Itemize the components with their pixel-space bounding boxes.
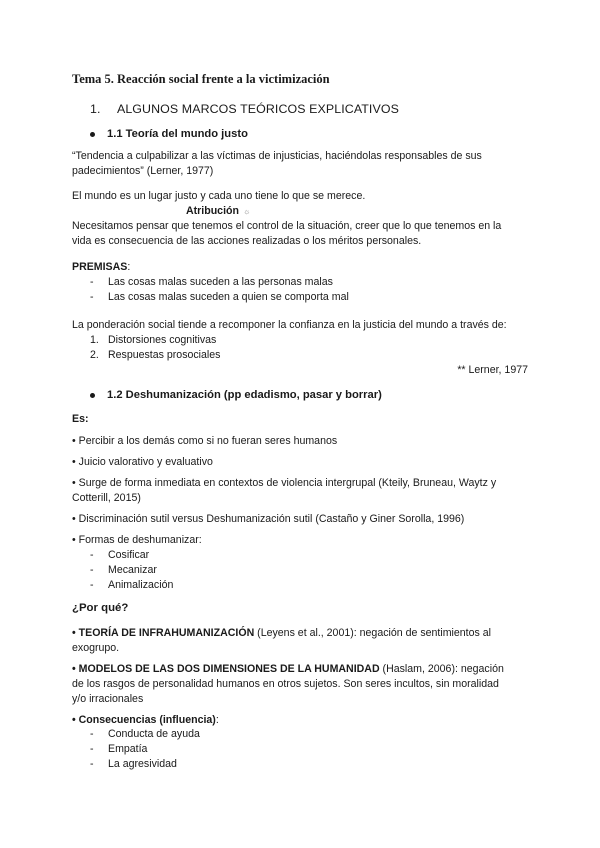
list-text: Distorsiones cognitivas xyxy=(108,334,217,346)
consecuencia-text: Empatía xyxy=(108,743,148,755)
consecuencia-text: La agresividad xyxy=(108,758,177,770)
list-item xyxy=(90,548,149,563)
document-title: Tema 5. Reacción social frente a la victimización xyxy=(72,72,330,86)
quote-line-1: “Tendencia a culpabilizar a las víctimas de injusticias, haciéndolas responsables de sus xyxy=(72,150,482,162)
list-item: • Formas de deshumanizar: xyxy=(72,534,202,546)
paragraph-necesitamos-1: Necesitamos pensar que tenemos el control de la situación, creer que lo que tenemos en la xyxy=(72,220,502,232)
consecuencias-heading xyxy=(72,713,219,728)
atribucion-label xyxy=(186,204,250,219)
porque-heading: ¿Por qué? xyxy=(72,602,129,614)
teoria-line-2: exogrupo. xyxy=(72,642,120,654)
list-item xyxy=(90,333,216,348)
teoria-rest: (Leyens et al., 2001): negación de sentimientos al xyxy=(254,627,491,639)
consecuencias-bold: • Consecuencias (influencia) xyxy=(72,714,216,726)
dash-marker: - xyxy=(90,743,94,755)
paragraph-ponderacion: La ponderación social tiende a recomponer la confianza en la justicia del mundo a través de: xyxy=(72,319,507,331)
list-item: • Surge de forma inmediata en contextos de violencia intergrupal (Kteily, Bruneau, Waytz y xyxy=(72,477,497,489)
list-text: Respuestas prosociales xyxy=(108,349,221,361)
subsection-label: 1.1 Teoría del mundo justo xyxy=(107,128,248,140)
dash-marker: - xyxy=(90,579,94,591)
es-heading: Es: xyxy=(72,413,89,425)
modelos-rest: (Haslam, 2006): negación xyxy=(379,663,504,675)
consecuencia-text: Conducta de ayuda xyxy=(108,728,200,740)
dash-marker: - xyxy=(90,276,94,288)
paragraph-mundo: El mundo es un lugar justo y cada uno tiene lo que se merece. xyxy=(72,190,366,202)
quote-line-2: padecimientos” (Lerner, 1977) xyxy=(72,165,214,177)
paragraph-necesitamos-2: vida es consecuencia de las acciones realizadas o los méritos personales. xyxy=(72,235,422,247)
section-number: 1. xyxy=(90,102,101,116)
atribucion-text: Atribución xyxy=(186,205,239,217)
forma-text: Mecanizar xyxy=(108,564,157,576)
list-item: • Percibir a los demás como si no fueran seres humanos xyxy=(72,435,338,447)
reference-lerner: ** Lerner, 1977 xyxy=(457,364,528,376)
dash-marker: - xyxy=(90,728,94,740)
modelos-line-3: y/o irracionales xyxy=(72,693,144,705)
forma-text: Cosificar xyxy=(108,549,150,561)
list-number: 2. xyxy=(90,349,99,361)
list-number: 1. xyxy=(90,334,99,346)
subsection-label: 1.2 Deshumanización (pp edadismo, pasar y borrar) xyxy=(107,389,382,401)
premisas-colon: : xyxy=(127,261,131,273)
premisa-text: Las cosas malas suceden a quien se comporta mal xyxy=(108,291,349,303)
forma-text: Animalización xyxy=(108,579,174,591)
list-item xyxy=(90,742,147,757)
list-item xyxy=(90,727,200,742)
modelos-line-2: de los rasgos de personalidad humanos en otros sujetos. Son seres incultos, sin moralidad xyxy=(72,678,499,690)
premisa-text: Las cosas malas suceden a las personas malas xyxy=(108,276,333,288)
bullet-dot-icon xyxy=(90,132,95,137)
list-item xyxy=(90,275,333,290)
list-item: • Juicio valorativo y evaluativo xyxy=(72,456,213,468)
dash-marker: - xyxy=(90,549,94,561)
subsection-heading-1-1 xyxy=(90,127,248,142)
section-heading-1 xyxy=(90,102,399,117)
list-item xyxy=(90,290,349,305)
dash-marker: - xyxy=(90,758,94,770)
teoria-bold: • TEORÍA DE INFRAHUMANIZACIÓN xyxy=(72,627,255,639)
list-item xyxy=(90,563,157,578)
subsection-heading-1-2 xyxy=(90,388,382,403)
bullet-dot-icon xyxy=(90,393,95,398)
list-item: • Discriminación sutil versus Deshumanización sutil (Castaño y Giner Sorolla, 1996) xyxy=(72,513,465,525)
teoria-line-1 xyxy=(72,626,491,641)
list-item-continuation: Cotterill, 2015) xyxy=(72,492,141,504)
sun-icon: ☼ xyxy=(242,207,251,216)
modelos-bold: • MODELOS DE LAS DOS DIMENSIONES DE LA HUMANIDAD xyxy=(72,663,380,675)
list-item xyxy=(90,348,220,363)
dash-marker: - xyxy=(90,564,94,576)
section-label: ALGUNOS MARCOS TEÓRICOS EXPLICATIVOS xyxy=(116,102,399,116)
list-item xyxy=(90,578,173,593)
premisas-label: PREMISAS xyxy=(72,261,128,273)
dash-marker: - xyxy=(90,291,94,303)
modelos-line-1 xyxy=(72,662,504,677)
premisas-heading xyxy=(72,260,130,275)
consecuencias-colon: : xyxy=(215,714,219,726)
list-item xyxy=(90,757,177,772)
